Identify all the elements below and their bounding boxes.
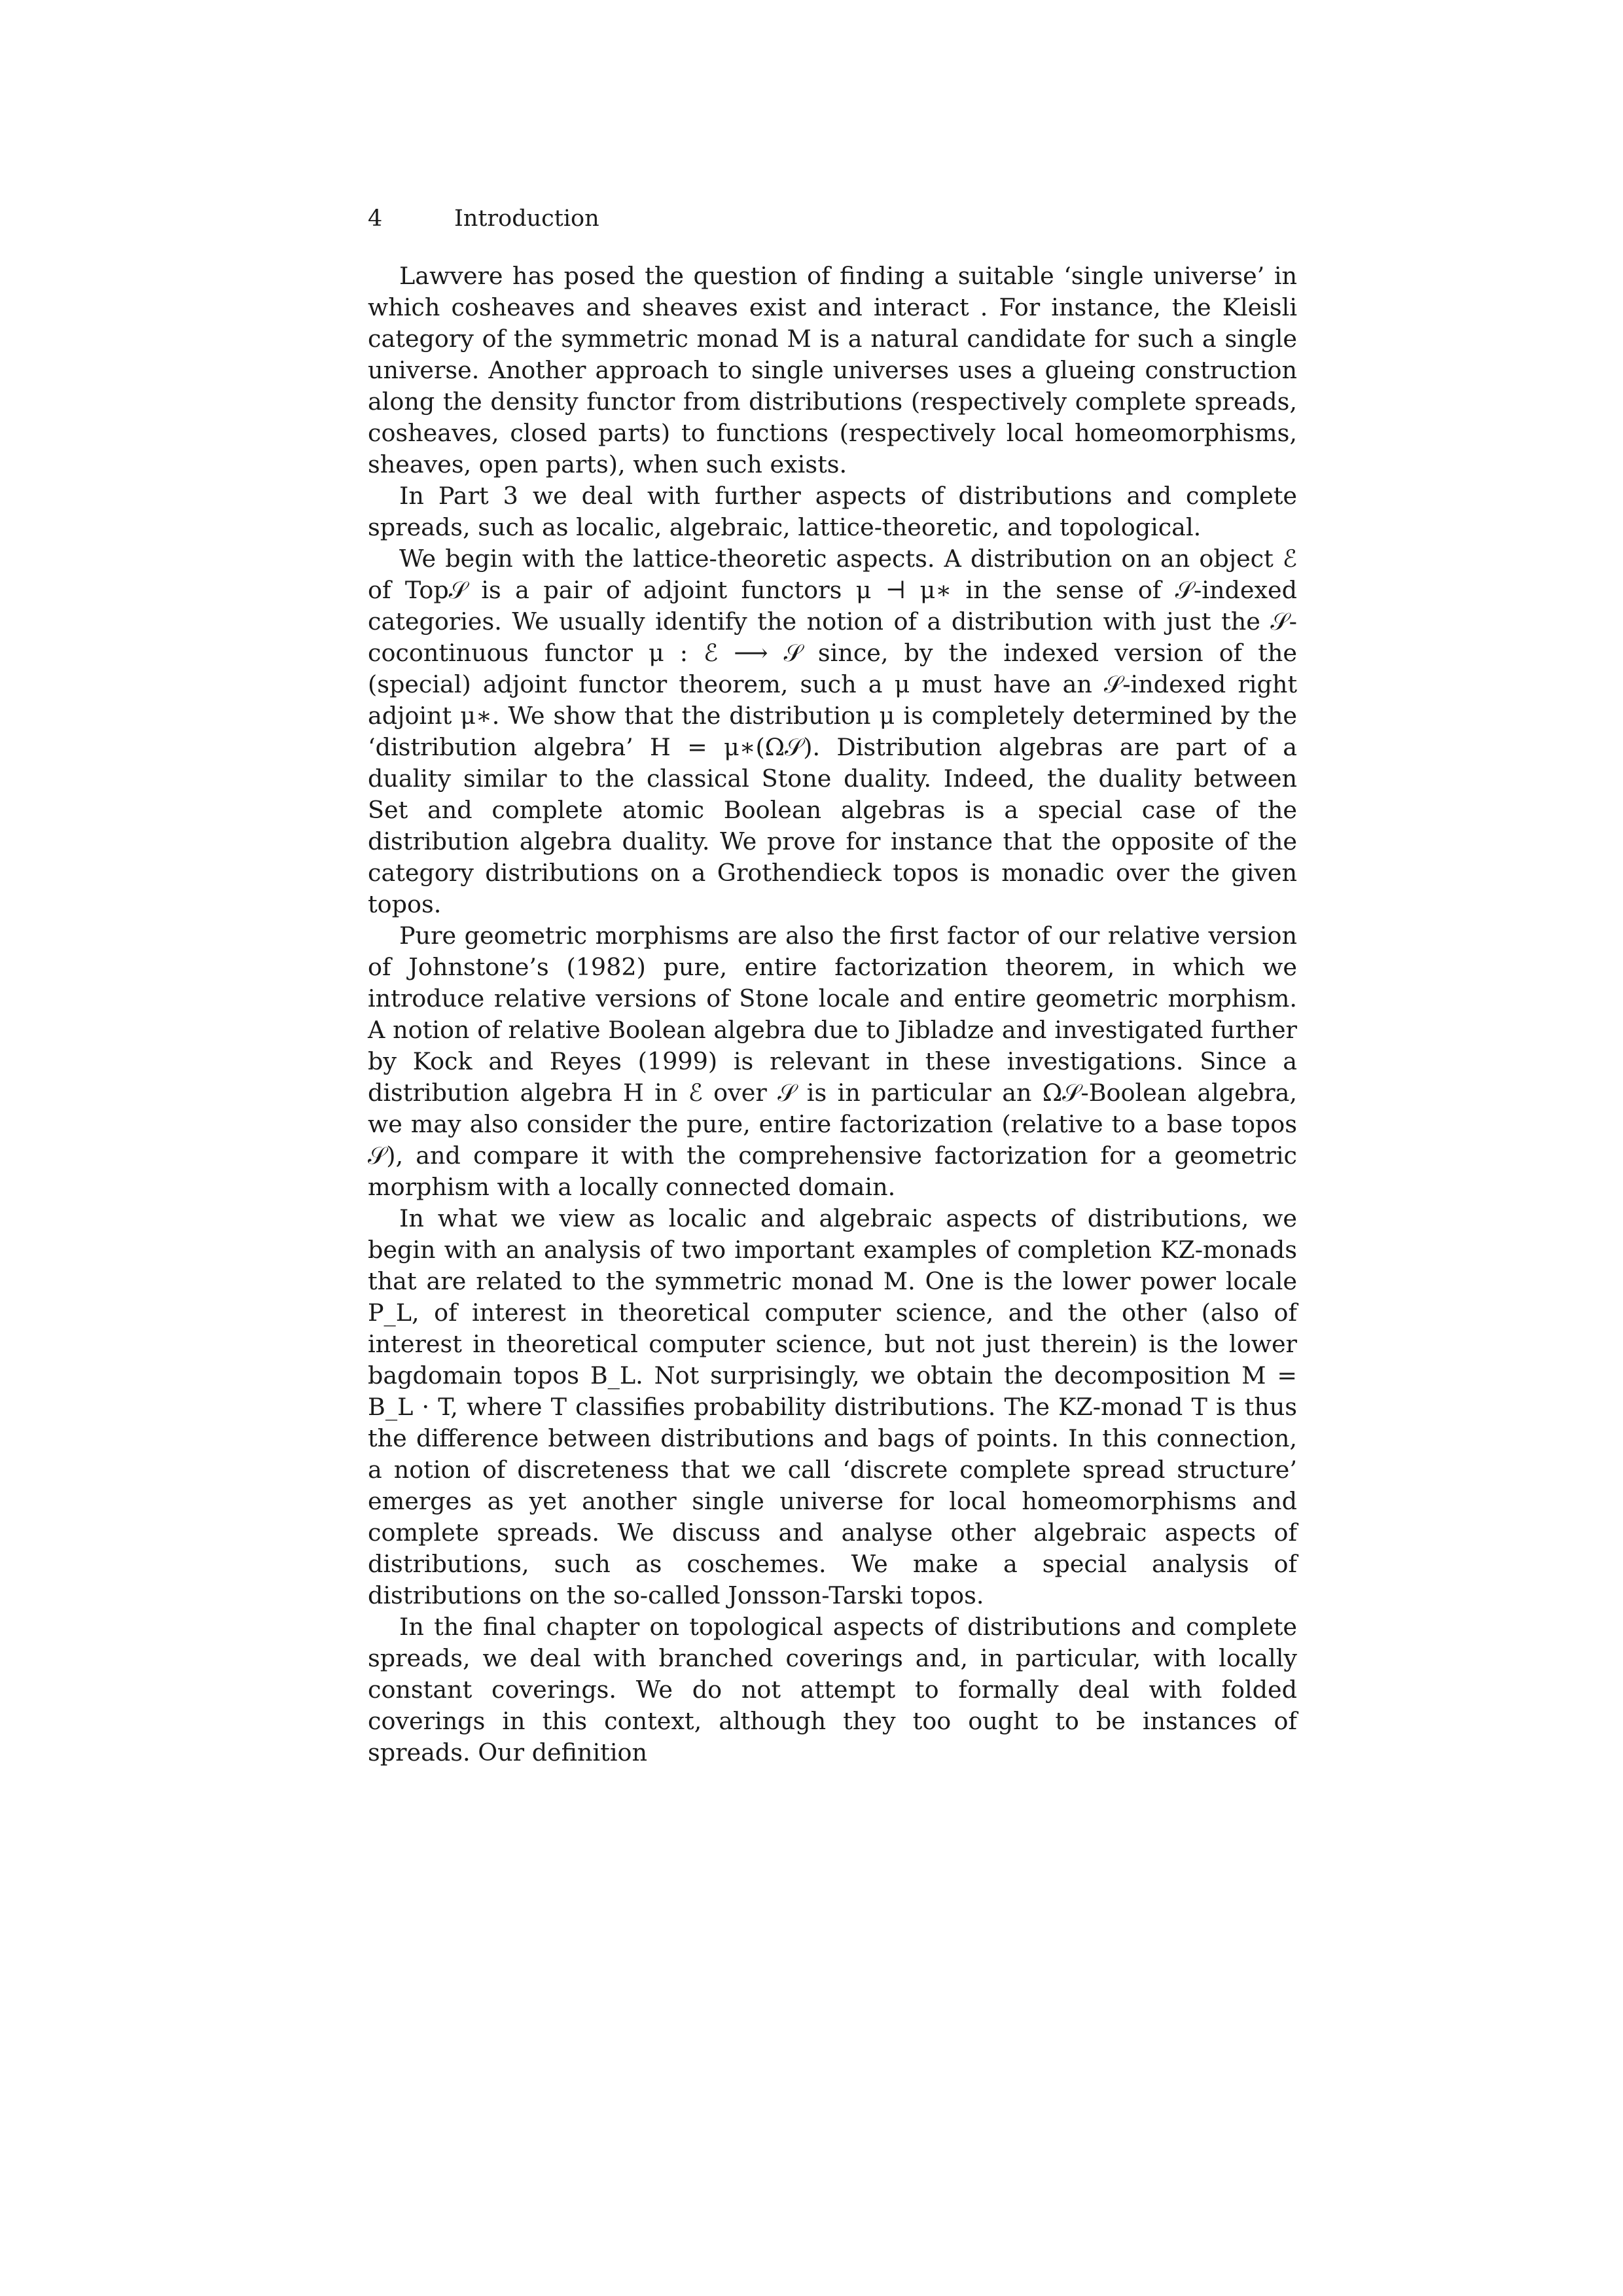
paragraph-part-3-overview: In Part 3 we deal with further aspects of distributions and complete spreads, such as localic, algebraic, lattice-theoretic, and topological. <box>368 482 1297 541</box>
paragraph-localic-algebraic: In what we view as localic and algebraic aspects of distributions, we begin with an analysis of two important examples of completion KZ-monads that are related to the symmetric monad M. One is the lower power locale P_L, of interest in theoretical computer science, and the other (also of interest in theoretical computer science, but not just therein) is the lower bagdomain topos B_L. Not surprisingly, we obtain the decomposition M = B_L · T, where T classifies probability distributions. The KZ-monad T is thus the difference between distributions and bags of points. In this connection, a notion of discreteness that we call ‘discrete complete spread structure’ emerges as yet another single universe for local homeomorphisms and complete spreads. We discuss and analyse other algebraic aspects of distributions, such as coschemes. We make a special analysis of distributions on the so-called Jonsson-Tarski topos. <box>368 1204 1297 1609</box>
page-number: 4 <box>368 206 383 232</box>
paragraph-pure-entire-factorization: Pure geometric morphisms are also the first factor of our relative version of Johnstone’s (1982) pure, entire factorization theorem, in which we introduce relative versions of Stone locale and entire geometric morphism. A notion of relative Boolean algebra due to Jibladze and investigated further by Kock and Reyes (1999) is relevant in these investigations. Since a distribution algebra H in ℰ over 𝒮 is in particular an Ω𝒮-Boolean algebra, we may also consider the pure, entire factorization (relative to a base topos 𝒮), and compare it with the comprehensive factorization for a geometric morphism with a locally connected domain. <box>368 922 1297 1201</box>
paragraph-single-universe: Lawvere has posed the question of finding a suitable ‘single universe’ in which cosheaves and sheaves exist and interact . For instance, the Kleisli category of the symmetric monad M is a natural candidate for such a single universe. Another approach to single universes uses a glueing construction along the density functor from distributions (respectively complete spreads, cosheaves, closed parts) to functions (respectively local homeomorphisms, sheaves, open parts), when such exists. <box>368 262 1297 478</box>
paragraph-lattice-theoretic: We begin with the lattice-theoretic aspects. A distribution on an object ℰ of Top𝒮 is a pair of adjoint functors μ ⊣ μ∗ in the sense of 𝒮-indexed categories. We usually identify the notion of a distribution with just the 𝒮-cocontinuous functor μ : ℰ ⟶ 𝒮 since, by the indexed version of the (special) adjoint functor theorem, such a μ must have an 𝒮-indexed right adjoint μ∗. We show that the distribution μ is completely determined by the ‘distribution algebra’ H = μ∗(Ω𝒮). Distribution algebras are part of a duality similar to the classical Stone duality. Indeed, the duality between Set and complete atomic Boolean algebras is a special case of the distribution algebra duality. We prove for instance that the opposite of the category distributions on a Grothendieck topos is monadic over the given topos. <box>368 545 1297 918</box>
paragraph-topological: In the final chapter on topological aspects of distributions and complete spreads, we deal with branched coverings and, in particular, with locally constant coverings. We do not attempt to formally deal with folded coverings in this context, although they too ought to be instances of spreads. Our definition <box>368 1613 1297 1767</box>
book-page <box>368 203 1297 1768</box>
body-text <box>368 260 1297 1768</box>
running-head <box>368 203 1297 234</box>
chapter-title: Introduction <box>454 206 599 232</box>
